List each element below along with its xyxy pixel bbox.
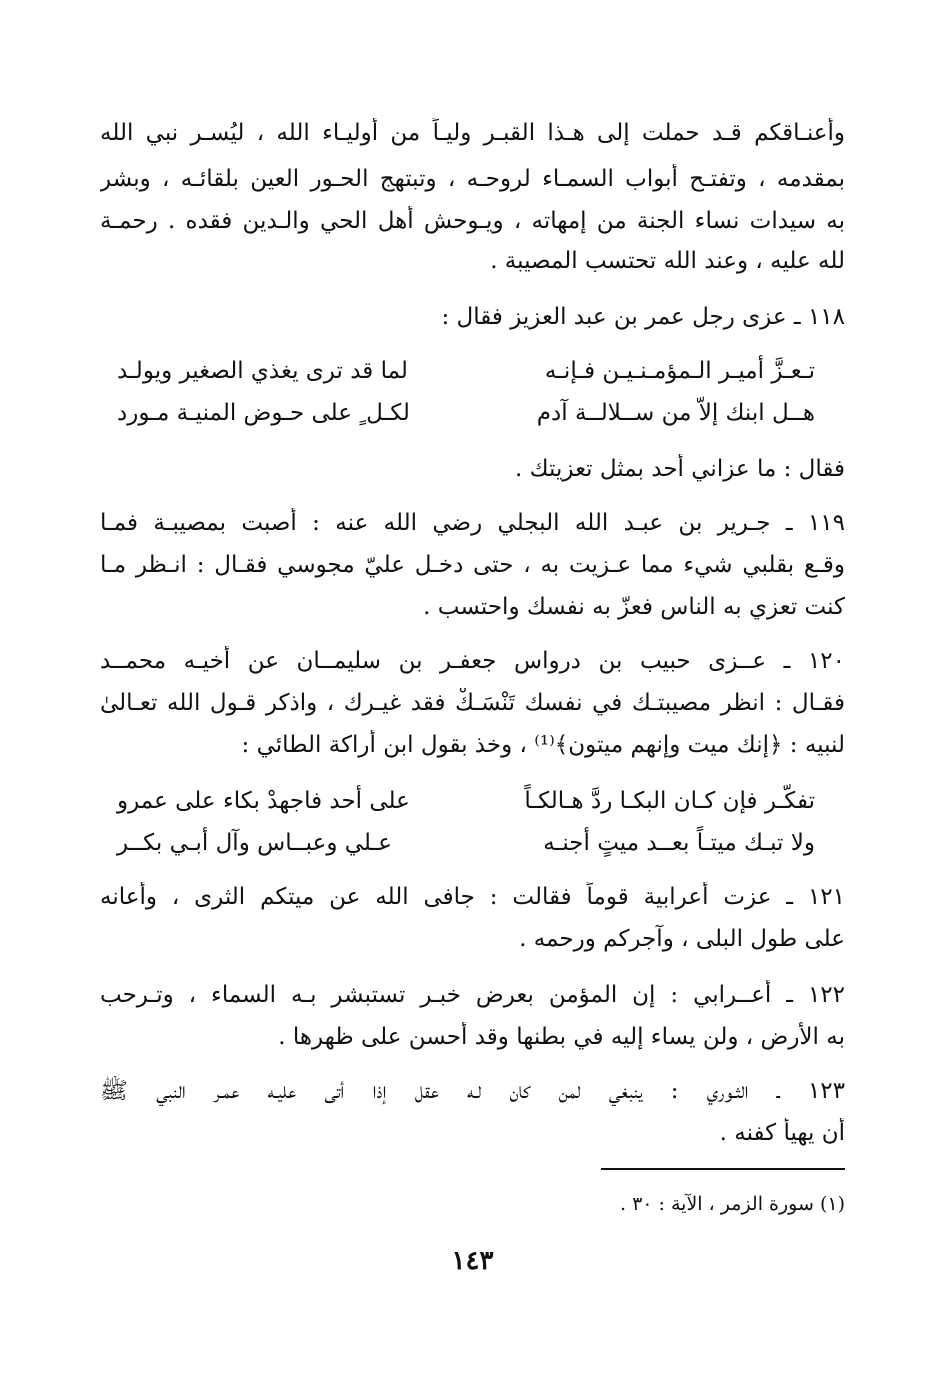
text-line: كنت تعزي به الناس فعزّ به نفسك واحتسب .	[423, 594, 845, 620]
verse-right-hemistich: تفكّـر فإن كـان البكـا ردَّ هـالكـاً	[524, 788, 815, 814]
verse-left-hemistich: لما قد ترى يغذي الصغير ويولـد	[117, 358, 408, 384]
text-line: فقال : ما عزاني أحد بمثل تعزيتك .	[515, 456, 845, 482]
text-line: وأعنـاقكم قـد حملت إلى هـذا القبـر وليـاً من أوليـاء الله ، ليُسـر نبي الله	[100, 120, 845, 146]
footnote: (١) سورة الزمر ، الآية : ٣٠ .	[619, 1193, 845, 1215]
text-line: وقـع بقلبي شيء مما عـزيت به ، حتى دخـل عليّ مجوسي فقـال : انـظر مـا	[100, 552, 845, 578]
verse-right-hemistich: هــل ابنك إلاّ من ســلالــة آدم	[536, 400, 815, 426]
text-line: على طول البلى ، وآجركم ورحمه .	[519, 926, 845, 952]
text-line: به الأرض ، ولن يساء إليه في بطنها وقد أحسن على ظهرها .	[278, 1024, 845, 1050]
verse-left-hemistich: عـلي وعبــاس وآل أبـي بكــر	[117, 830, 393, 856]
entry-118-heading: ١١٨ ـ عزى رجل عمر بن عبد العزيز فقال :	[441, 304, 845, 330]
entry-122-heading: ١٢٢ ـ أعــرابي : إن المؤمن بعرض خبـر تستبشر بـه السماء ، وتـرحب	[100, 982, 845, 1008]
text-line: لنبيه : ﴿إنك ميت وإنهم ميتون﴾⁽¹⁾ ، وخذ بقول ابن أراكة الطائي :	[241, 732, 845, 758]
verse-left-hemistich: على أحد فاجهدْ بكاء على عمرو	[117, 788, 410, 814]
verse-left-hemistich: لكـل ٍ على حـوض المنيـة مـورد	[117, 400, 410, 426]
page-number: ١٤٣	[451, 1246, 494, 1276]
entry-123-heading: ١٢٣ ـ الثـوري : ينبغي لمن كان لـه عقل إذا أتى عليـه عمـر النبي ﷺ	[100, 1078, 845, 1104]
text-line: أن يهيأ كفنه .	[719, 1120, 845, 1146]
text-line: لله عليه ، وعند الله تحتسب المصيبة .	[490, 248, 845, 274]
text-line: بمقدمه ، وتفتـح أبواب السمـاء لروحـه ، وتبتهج الحـور العين بلقائـه ، وبشر	[100, 166, 845, 192]
verse-right-hemistich: تـعـزَّ أميـر الـمؤمـنـيـن فـإنـه	[544, 358, 815, 384]
verse-right-hemistich: ولا تبـك ميتـاً بعــد ميتٍ أجنـه	[543, 830, 815, 856]
entry-120-heading: ١٢٠ ـ عــزى حبيب بن درواس جعفـر بن سليمــان عن أخيـه محمــد	[100, 648, 845, 674]
text-line: به سيدات نساء الجنة من إمهاته ، ويـوحش أهل الحي والـدين فقده . رحمـة	[100, 208, 845, 234]
entry-119-heading: ١١٩ ـ جـرير بن عبـد الله البجلي رضي الله عنه : أصبت بمصيبـة فمـا	[100, 510, 845, 536]
text-line: فقـال : انظر مصيبتـك في نفسك تَنْسَـكْ فقد غيـرك ، واذكر قـول الله تعـالىٰ	[100, 690, 845, 716]
entry-121-heading: ١٢١ ـ عزت أعرابية قوماً فقالت : جافى الله عن ميتكم الثرى ، وأعانه	[100, 884, 845, 910]
footnote-divider	[601, 1168, 845, 1170]
